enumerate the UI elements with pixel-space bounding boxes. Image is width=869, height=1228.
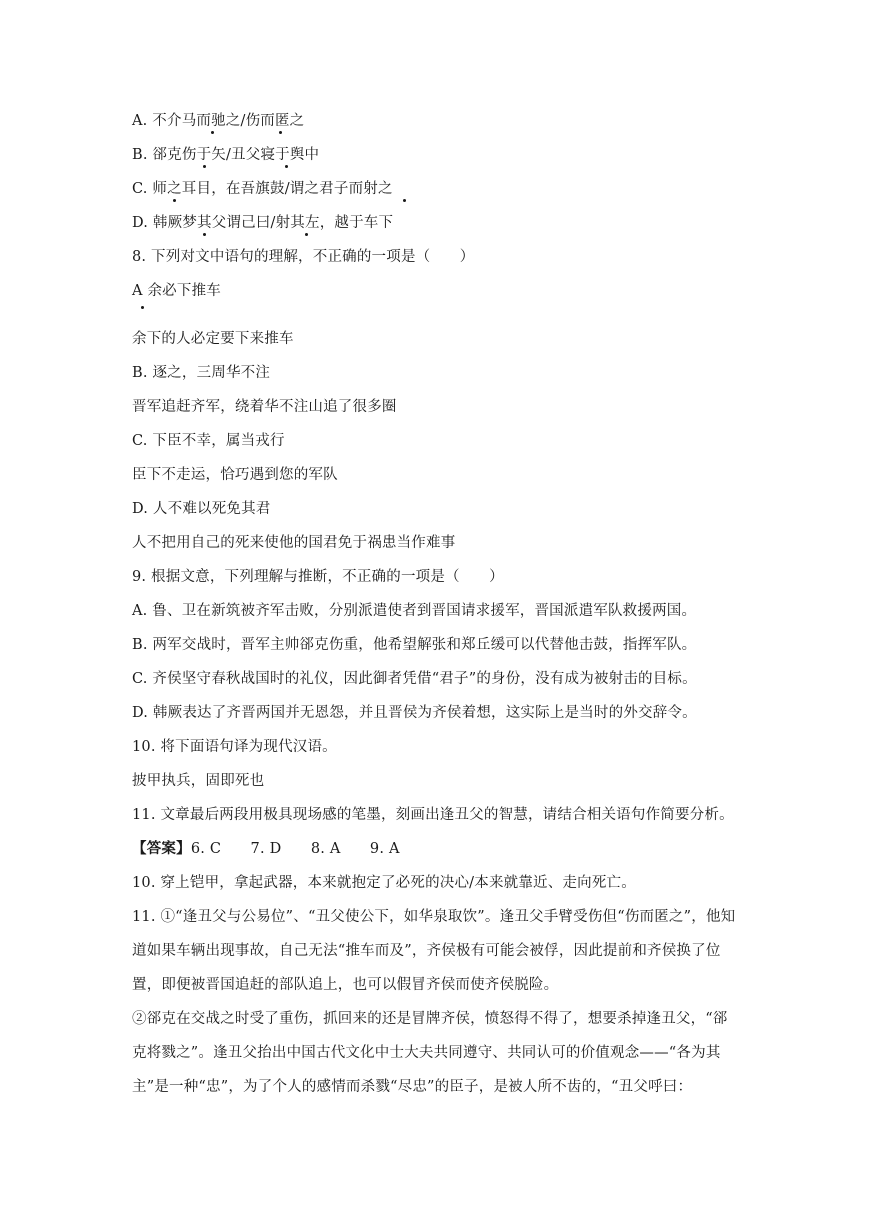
- option-line: A. 不介马而驰之/伤而匿之: [132, 113, 305, 129]
- emphasis-dot: [211, 131, 214, 134]
- emphasis-dot: [203, 165, 206, 168]
- emphasis-dot: [285, 165, 288, 168]
- emphasis-dot: [203, 233, 206, 236]
- option-line: D. 人不难以死免其君: [132, 501, 271, 517]
- answer-line: [132, 839, 741, 859]
- answer-label: 【答案】: [132, 840, 191, 857]
- answer-keys: 6. C 7. D 8. A 9. A: [190, 841, 400, 857]
- answer-paragraph: ②郤克在交战之时受了重伤，抓回来的还是冒牌齐侯，愤怒得不得了，想要杀掉逢丑父，“郤克将戮之”。逢丑父抬出中国古代文化中士大夫共同遵守、共同认可的价值观念——“各为其主”是一种“忠”，为了个人的感情而杀戮“尽忠”的臣子，是被人所不齿的，“丑父呼曰：: [132, 1011, 728, 1095]
- option-line: B. 逐之，三周华不注: [132, 365, 271, 381]
- option-line: A 余必下推车: [132, 283, 221, 299]
- emphasis-dot: [141, 306, 144, 309]
- option-line: C. 师之耳目，在吾旗鼓/谓之君子而射之: [132, 181, 393, 197]
- question-stem: 9. 根据文意，下列理解与推断，不正确的一项是（ ）: [132, 569, 504, 585]
- emphasis-dot: [173, 199, 176, 202]
- quoted-sentence: 披甲执兵，固即死也: [132, 773, 265, 789]
- option-line: B. 郤克伤于矢/丑父寝于舆中: [132, 147, 320, 163]
- option-line: C. 下臣不幸，属当戎行: [132, 433, 285, 449]
- emphasis-dot: [279, 131, 282, 134]
- option-line: D. 韩厥表达了齐晋两国并无恩怨，并且晋侯为齐侯着想，这实际上是当时的外交辞令。: [132, 705, 697, 721]
- emphasis-dot: [305, 233, 308, 236]
- question-stem: 11. 文章最后两段用极具现场感的笔墨，刻画出逢丑父的智慧，请结合相关语句作简要分析。: [132, 807, 734, 823]
- emphasis-dot: [403, 199, 406, 202]
- question-stem: 10. 将下面语句译为现代汉语。: [132, 739, 337, 755]
- translation-line: 余下的人必定要下来推车: [132, 331, 294, 347]
- option-line: D. 韩厥梦其父谓己曰/射其左，越于车下: [132, 215, 394, 231]
- question-stem: 8. 下列对文中语句的理解，不正确的一项是（ ）: [132, 249, 475, 265]
- translation-line: 人不把用自己的死来使他的国君免于祸患当作难事: [132, 535, 456, 551]
- answer-paragraph: 11. ①“逢丑父与公易位”、“丑父使公下，如华泉取饮”。逢丑父手臂受伤但“伤而匿之”，他知道如果车辆出现事故，自己无法“推车而及”，齐侯极有可能会被俘，因此提前和齐侯换了位置，即便被晋国追赶的部队追上，也可以假冒齐侯而使齐侯脱险。: [132, 909, 736, 993]
- translation-line: 臣下不走运，恰巧遇到您的军队: [132, 467, 338, 483]
- answer-line: 10. 穿上铠甲，拿起武器，本来就抱定了必死的决心/本来就靠近、走向死亡。: [132, 875, 636, 891]
- translation-line: 晋军追赶齐军，绕着华不注山追了很多圈: [132, 399, 397, 415]
- option-line: C. 齐侯坚守春秋战国时的礼仪，因此御者凭借“君子”的身份，没有成为被射击的目标。: [132, 671, 697, 687]
- option-line: A. 鲁、卫在新筑被齐军击败，分别派遣使者到晋国请求援军，晋国派遣军队救援两国。: [132, 603, 697, 619]
- option-line: B. 两军交战时，晋军主帅郤克伤重，他希望解张和郑丘缓可以代替他击鼓，指挥军队。: [132, 637, 697, 653]
